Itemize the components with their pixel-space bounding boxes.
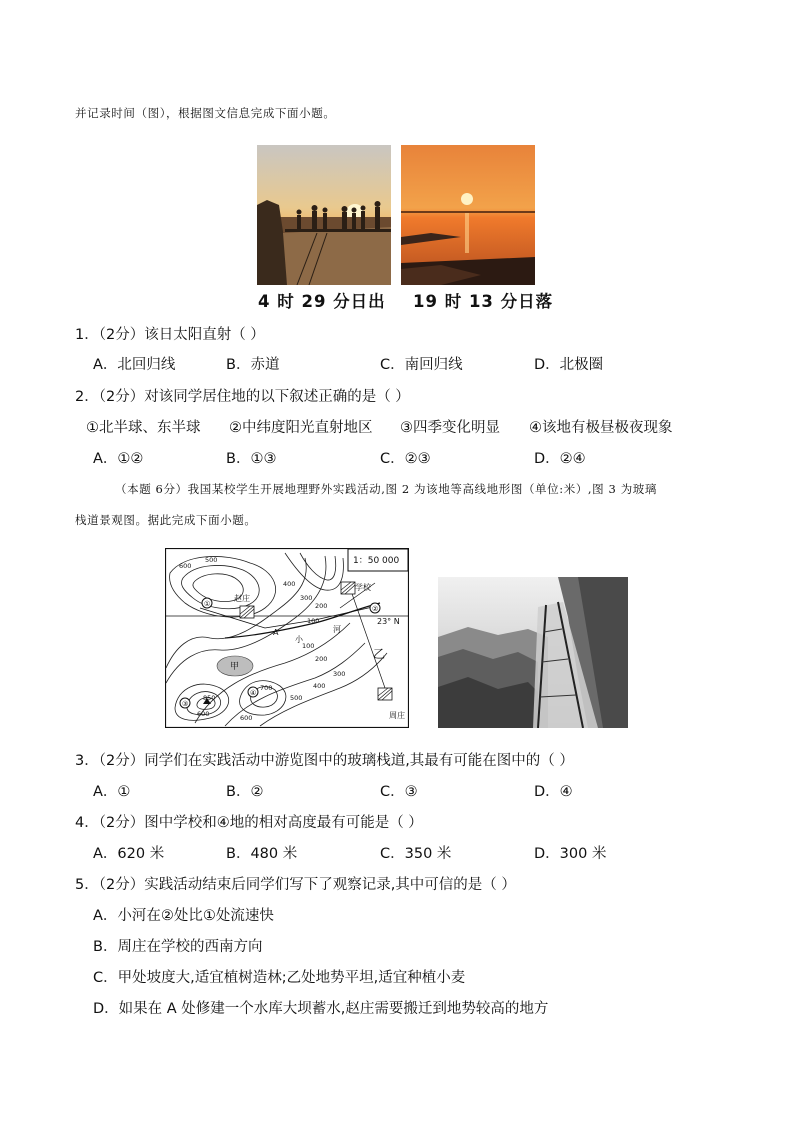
q2-option-d[interactable]: D．②④ (534, 451, 586, 467)
question-1-stem: 1．（2分）该日太阳直射（ ） (75, 327, 265, 343)
q2-statement-4: ④该地有极昼极夜现象 (529, 420, 673, 436)
q4-option-a[interactable]: A．620 米 (93, 846, 165, 862)
q3-option-d[interactable]: D．④ (534, 784, 573, 800)
svg-text:100: 100 (302, 642, 315, 650)
svg-text:600: 600 (179, 562, 192, 570)
q3-option-a[interactable]: A．① (93, 784, 131, 800)
q4-option-b[interactable]: B．480 米 (226, 846, 298, 862)
river-label-2: 河 (333, 625, 341, 634)
q1-option-d[interactable]: D．北极圈 (534, 357, 604, 373)
svg-text:400: 400 (283, 580, 296, 588)
school-label: 学校 (355, 583, 371, 592)
zhaozhuang-label: 赵庄 (234, 594, 250, 603)
question-5-stem: 5．（2分）实践活动结束后同学们写下了观察记录,其中可信的是（ ） (75, 877, 516, 893)
q5-option-a[interactable]: A．小河在②处比①处流速快 (93, 908, 274, 924)
svg-text:600: 600 (240, 714, 253, 722)
q2-statement-2: ②中纬度阳光直射地区 (229, 420, 373, 436)
q4-option-c[interactable]: C．350 米 (380, 846, 452, 862)
q1-option-a[interactable]: A．北回归线 (93, 357, 176, 373)
point-a-label: A (273, 628, 279, 637)
svg-text:300: 300 (300, 594, 313, 602)
yi-label: 乙 (373, 647, 386, 661)
river-label-1: 小 (295, 635, 303, 644)
q2-option-c[interactable]: C．②③ (380, 451, 431, 467)
q2-option-b[interactable]: B．①③ (226, 451, 277, 467)
svg-text:600: 600 (197, 710, 210, 718)
svg-text:500: 500 (205, 556, 218, 564)
sunset-photo (401, 145, 535, 285)
latitude-label: 23° N (377, 617, 400, 626)
q2-statement-1: ①北半球、东半球 (86, 420, 201, 436)
q1-option-c[interactable]: C．南回归线 (380, 357, 463, 373)
svg-text:700: 700 (260, 684, 273, 692)
q3-option-c[interactable]: C．③ (380, 784, 418, 800)
sunset-caption: 19 时 13 分日落 (413, 292, 554, 311)
jia-label: 甲 (230, 662, 240, 672)
intro-2-line-1: （本题 6分）我国某校学生开展地理野外实践活动,图 2 为该地等高线地形图（单位:米）,图 3 为玻璃 (115, 482, 658, 496)
q4-option-d[interactable]: D．300 米 (534, 846, 607, 862)
marker-4: ④ (250, 689, 257, 697)
q5-option-c[interactable]: C．甲处坡度大,适宜植树造林;乙处地势平坦,适宜种植小麦 (93, 970, 466, 986)
q5-option-b[interactable]: B．周庄在学校的西南方向 (93, 939, 263, 955)
svg-text:500: 500 (290, 694, 303, 702)
zhouzhuang-label: 周庄 (389, 711, 405, 720)
svg-text:400: 400 (313, 682, 326, 690)
glass-walkway-photo (438, 577, 628, 728)
q5-option-d[interactable]: D．如果在 A 处修建一个水库大坝蓄水,赵庄需要搬迁到地势较高的地方 (93, 1001, 549, 1017)
question-4-stem: 4．（2分）图中学校和④地的相对高度最有可能是（ ） (75, 815, 423, 831)
svg-text:850: 850 (203, 694, 216, 702)
sunrise-photo (257, 145, 391, 285)
svg-text:200: 200 (315, 602, 328, 610)
q1-option-b[interactable]: B．赤道 (226, 357, 280, 373)
contour-map (165, 548, 409, 728)
sunrise-caption: 4 时 29 分日出 (258, 292, 386, 311)
q2-statement-3: ③四季变化明显 (400, 420, 500, 436)
intro-text: 并记录时间（图），根据图文信息完成下面小题。 (75, 106, 336, 120)
marker-3: ③ (182, 700, 189, 708)
marker-1: ① (204, 600, 211, 608)
marker-2: ② (372, 605, 379, 613)
q2-option-a[interactable]: A．①② (93, 451, 144, 467)
svg-text:300: 300 (333, 670, 346, 678)
scale-label: 1：50 000 (353, 556, 400, 566)
svg-text:100: 100 (307, 617, 320, 625)
intro-2-line-2: 栈道景观图。据此完成下面小题。 (75, 513, 257, 527)
question-3-stem: 3．（2分）同学们在实践活动中游览图中的玻璃栈道,其最有可能在图中的（ ） (75, 753, 574, 769)
question-2-stem: 2．（2分）对该同学居住地的以下叙述正确的是（ ） (75, 389, 410, 405)
svg-text:200: 200 (315, 655, 328, 663)
q3-option-b[interactable]: B．② (226, 784, 264, 800)
